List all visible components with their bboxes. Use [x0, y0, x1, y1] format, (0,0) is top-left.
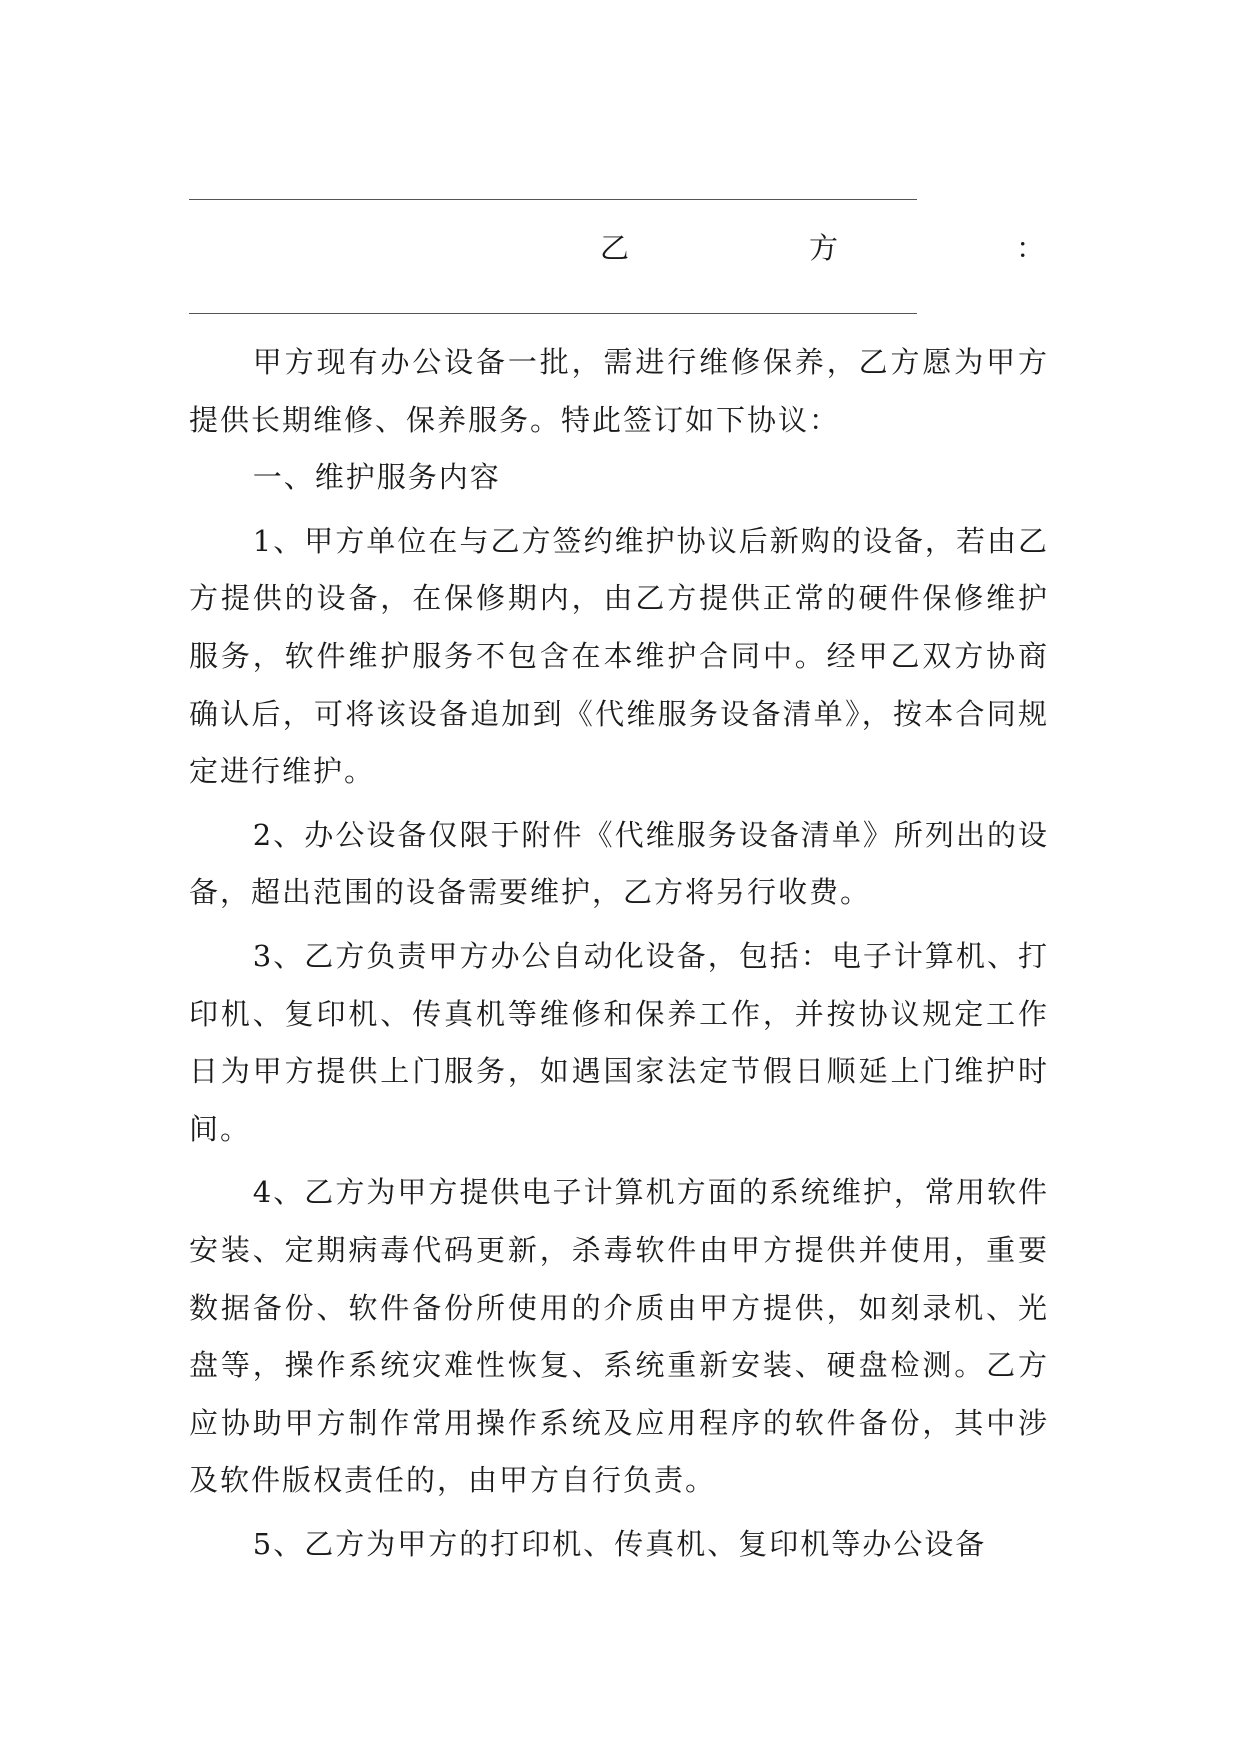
signature-blank-line [189, 313, 917, 314]
party-b-char-2: 方 [809, 231, 839, 265]
party-b-line [189, 226, 1046, 266]
party-b-char-1: 乙 [600, 231, 630, 265]
clause-2: 2、办公设备仅限于附件《代维服务设备清单》所列出的设备，超出范围的设备需要维护，乙方将另行收费。 [189, 817, 1049, 910]
intro-paragraph: 甲方现有办公设备一批，需进行维修保养，乙方愿为甲方提供长期维修、保养服务。特此签订如下协议： [189, 345, 1049, 437]
clause-1: 1、甲方单位在与乙方签约维护协议后新购的设备，若由乙方提供的设备，在保修期内，由乙方提供正常的硬件保修维护服务，软件维护服务不包含在本维护合同中。经甲乙双方协商确认后，可将该设备追加到《代维服务设备清单》，按本合同规定进行维护。 [189, 523, 1049, 789]
party-b-colon: ： [1016, 231, 1046, 265]
clause-3: 3、乙方负责甲方办公自动化设备，包括：电子计算机、打印机、复印机、传真机等维修和保养工作，并按协议规定工作日为甲方提供上门服务，如遇国家法定节假日顺延上门维护时间。 [189, 938, 1049, 1146]
clause-4: 4、乙方为甲方提供电子计算机方面的系统维护，常用软件安装、定期病毒代码更新，杀毒软件由甲方提供并使用，重要数据备份、软件备份所使用的介质由甲方提供，如刻录机、光盘等，操作系统灾难性恢复、系统重新安装、硬盘检测。乙方应协助甲方制作常用操作系统及应用程序的软件备份，其中涉及软件版权责任的，由甲方自行负责。 [189, 1175, 1049, 1498]
section-heading: 一、维护服务内容 [252, 460, 501, 495]
signature-blank-line [189, 199, 917, 200]
clause-5: 5、乙方为甲方的打印机、传真机、复印机等办公设备 [252, 1526, 987, 1561]
agreement-body [189, 334, 1049, 1573]
